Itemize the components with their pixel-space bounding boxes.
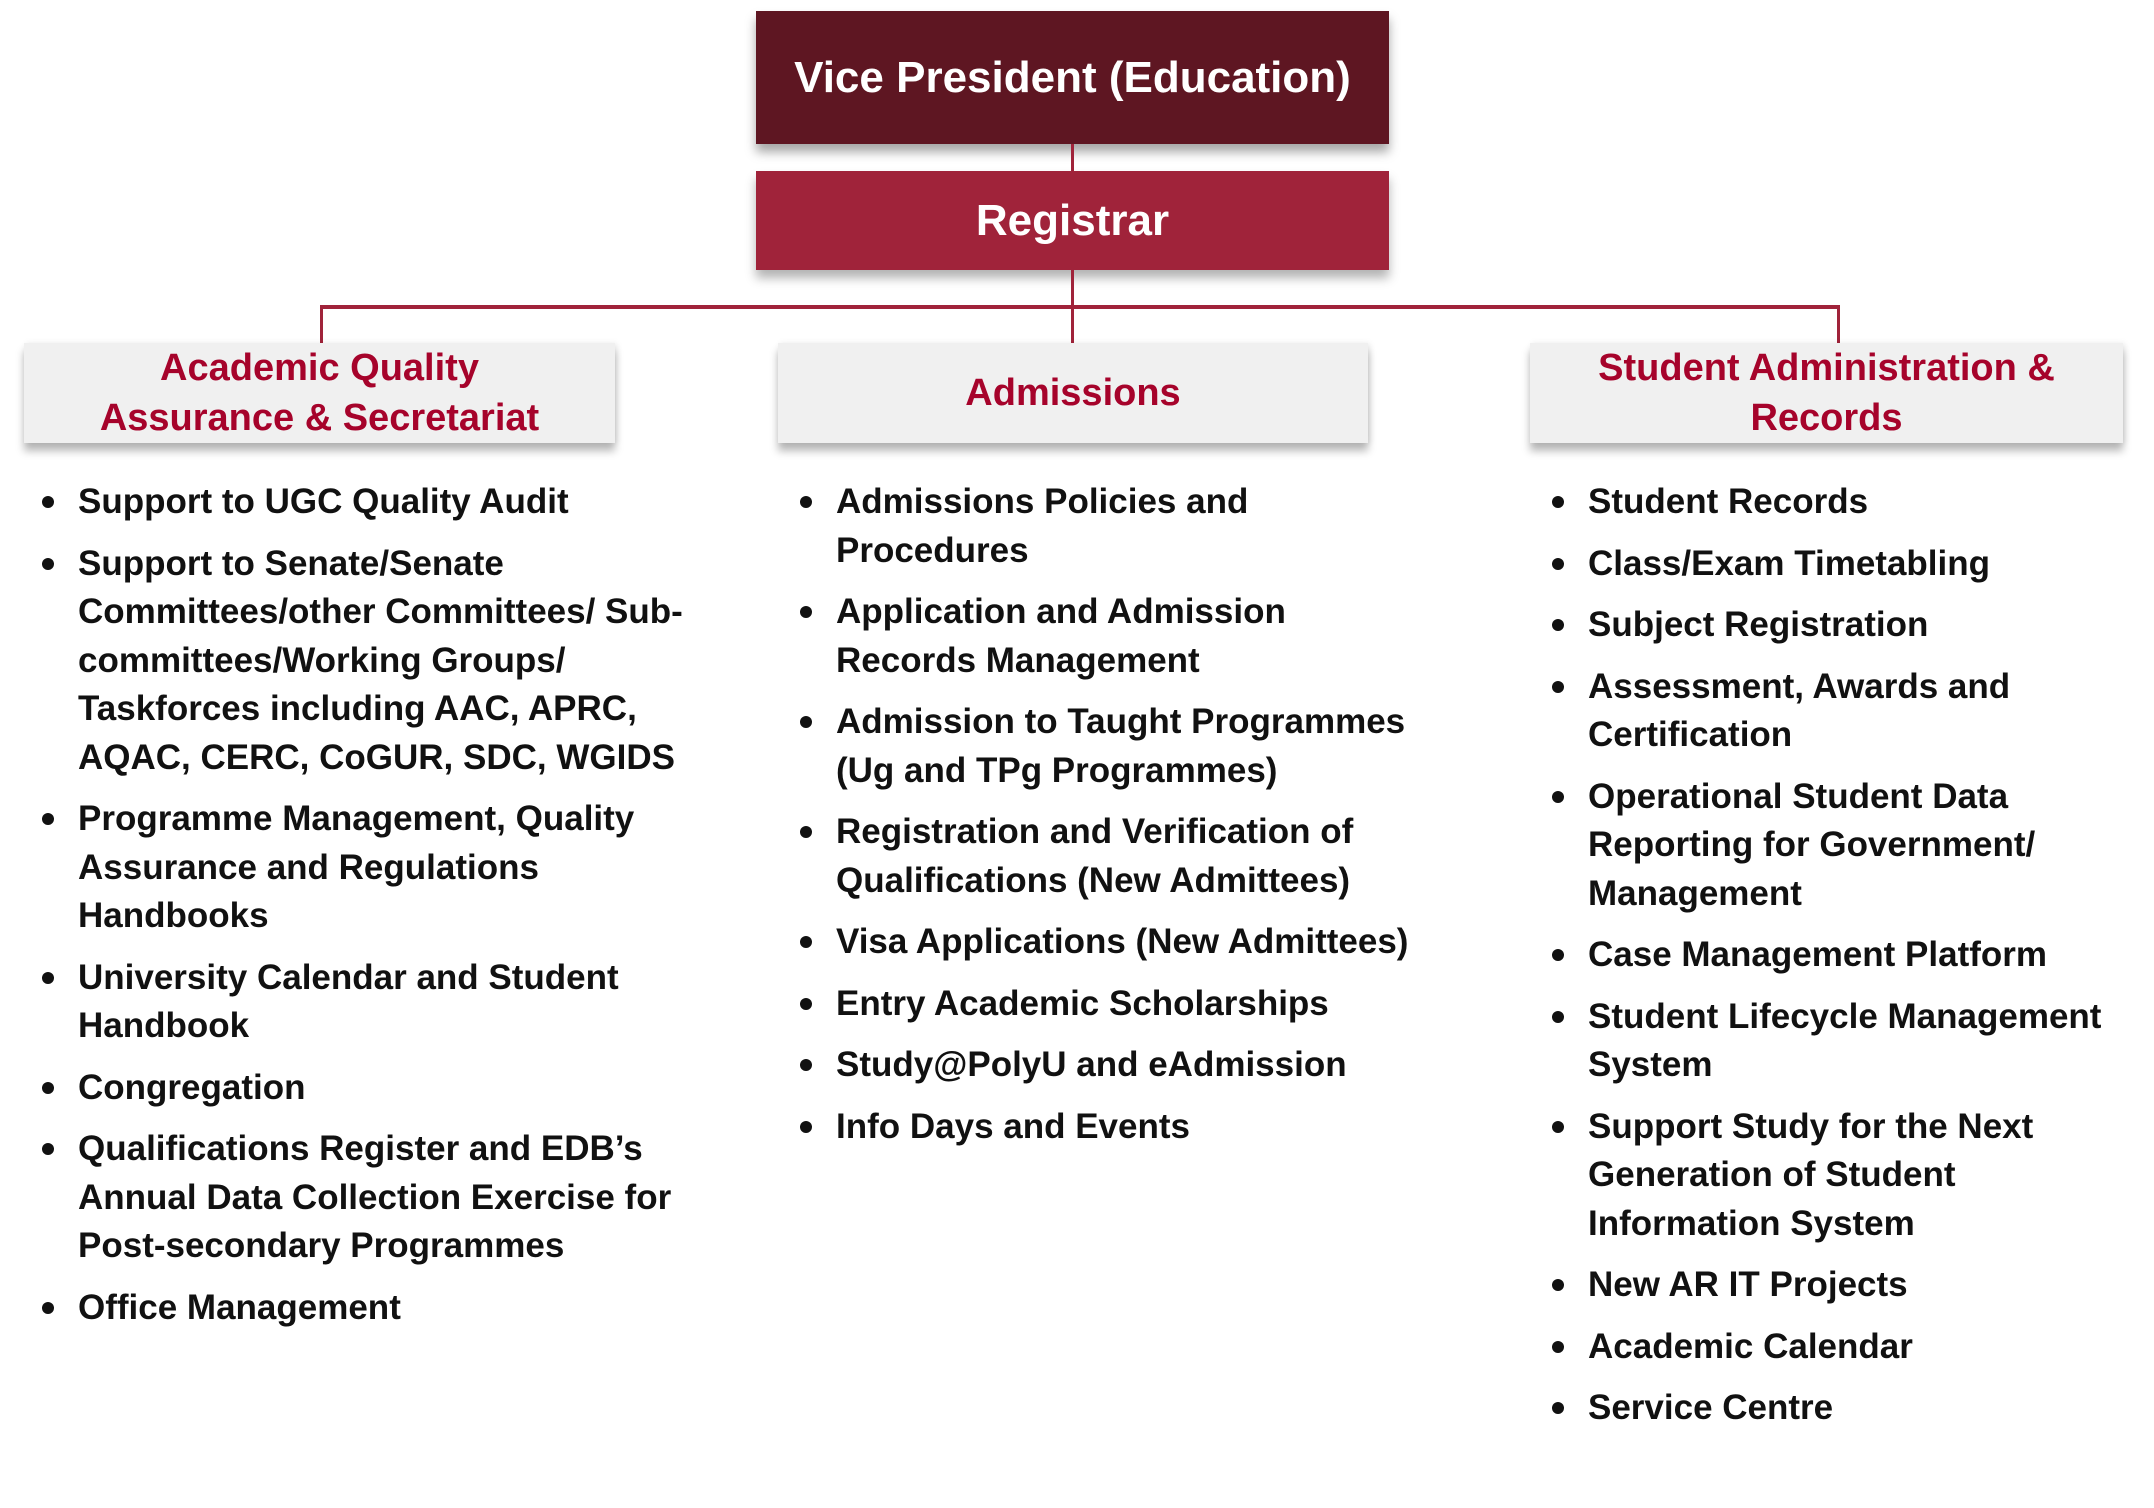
bullet-icon [800, 606, 812, 618]
list-item: Study@PolyU and eAdmission [836, 1041, 1416, 1090]
bullet-icon [1552, 1011, 1564, 1023]
admissions-duties-list [836, 478, 1416, 1164]
bullet-icon [800, 826, 812, 838]
bullet-icon [1552, 558, 1564, 570]
bullet-icon [42, 1302, 54, 1314]
dept-title-line: Admissions [965, 372, 1181, 414]
right-branch-connector [1837, 305, 1840, 343]
registrar-title: Registrar [975, 195, 1170, 245]
registrar-box [756, 171, 1389, 270]
list-item: Entry Academic Scholarships [836, 980, 1416, 1029]
dept-title-line: Records [1750, 397, 1903, 439]
dept-academic-quality-box [24, 343, 615, 443]
list-item: Admission to Taught Programmes (Ug and TPg Programmes) [836, 698, 1416, 795]
bullet-icon [800, 716, 812, 728]
bullet-icon [800, 998, 812, 1010]
bullet-icon [42, 972, 54, 984]
list-item: Programme Management, Quality Assurance and Regulations Handbooks [78, 795, 698, 941]
bullet-icon [1552, 1121, 1564, 1133]
list-item: Visa Applications (New Admittees) [836, 918, 1416, 967]
vice-president-title: Vice President (Education) [794, 52, 1351, 102]
dept-title-line: Student Administration & [1598, 347, 2055, 389]
bullet-icon [42, 558, 54, 570]
bullet-icon [1552, 496, 1564, 508]
list-item: Case Management Platform [1588, 931, 2148, 980]
bullet-icon [1552, 791, 1564, 803]
list-item: University Calendar and Student Handbook [78, 954, 698, 1051]
bullet-icon [42, 1082, 54, 1094]
bullet-icon [42, 813, 54, 825]
list-item: Support to Senate/Senate Committees/other Committees/ Sub-committees/Working Groups/ Taskforces including AAC, APRC, AQAC, CERC, CoGUR, SDC, WGIDS [78, 540, 698, 783]
bullet-icon [1552, 1279, 1564, 1291]
vp-registrar-connector [1071, 144, 1074, 171]
list-item: Application and Admission Records Management [836, 588, 1416, 685]
bullet-icon [800, 1121, 812, 1133]
left-branch-connector [320, 305, 323, 343]
list-item: Qualifications Register and EDB’s Annual Data Collection Exercise for Post-secondary Programmes [78, 1125, 698, 1271]
list-item: New AR IT Projects [1588, 1261, 2148, 1310]
dept-title-line: Academic Quality [160, 347, 479, 389]
list-item: Subject Registration [1588, 601, 2148, 650]
list-item: Congregation [78, 1064, 698, 1113]
list-item: Class/Exam Timetabling [1588, 540, 2148, 589]
academic-quality-duties-list [78, 478, 698, 1345]
bullet-icon [42, 1143, 54, 1155]
vice-president-box [756, 11, 1389, 144]
dept-student-admin-box [1530, 343, 2123, 443]
list-item: Academic Calendar [1588, 1323, 2148, 1372]
list-item: Registration and Verification of Qualifications (New Admittees) [836, 808, 1416, 905]
bullet-icon [1552, 619, 1564, 631]
dept-admissions-box [778, 343, 1368, 443]
bullet-icon [1552, 949, 1564, 961]
bullet-icon [42, 496, 54, 508]
dept-title-line: Assurance & Secretariat [99, 397, 540, 439]
list-item: Support Study for the Next Generation of Student Information System [1588, 1103, 2148, 1249]
bullet-icon [800, 496, 812, 508]
list-item: Service Centre [1588, 1384, 2148, 1433]
list-item: Support to UGC Quality Audit [78, 478, 698, 527]
list-item: Info Days and Events [836, 1103, 1416, 1152]
bullet-icon [800, 1059, 812, 1071]
student-admin-duties-list [1588, 478, 2148, 1446]
list-item: Operational Student Data Reporting for Government/ Management [1588, 773, 2148, 919]
bullet-icon [1552, 1341, 1564, 1353]
horizontal-connector [320, 305, 1840, 309]
bullet-icon [1552, 681, 1564, 693]
list-item: Admissions Policies and Procedures [836, 478, 1416, 575]
list-item: Student Lifecycle Management System [1588, 993, 2148, 1090]
list-item: Office Management [78, 1284, 698, 1333]
bullet-icon [1552, 1402, 1564, 1414]
list-item: Assessment, Awards and Certification [1588, 663, 2148, 760]
list-item: Student Records [1588, 478, 2148, 527]
bullet-icon [800, 936, 812, 948]
